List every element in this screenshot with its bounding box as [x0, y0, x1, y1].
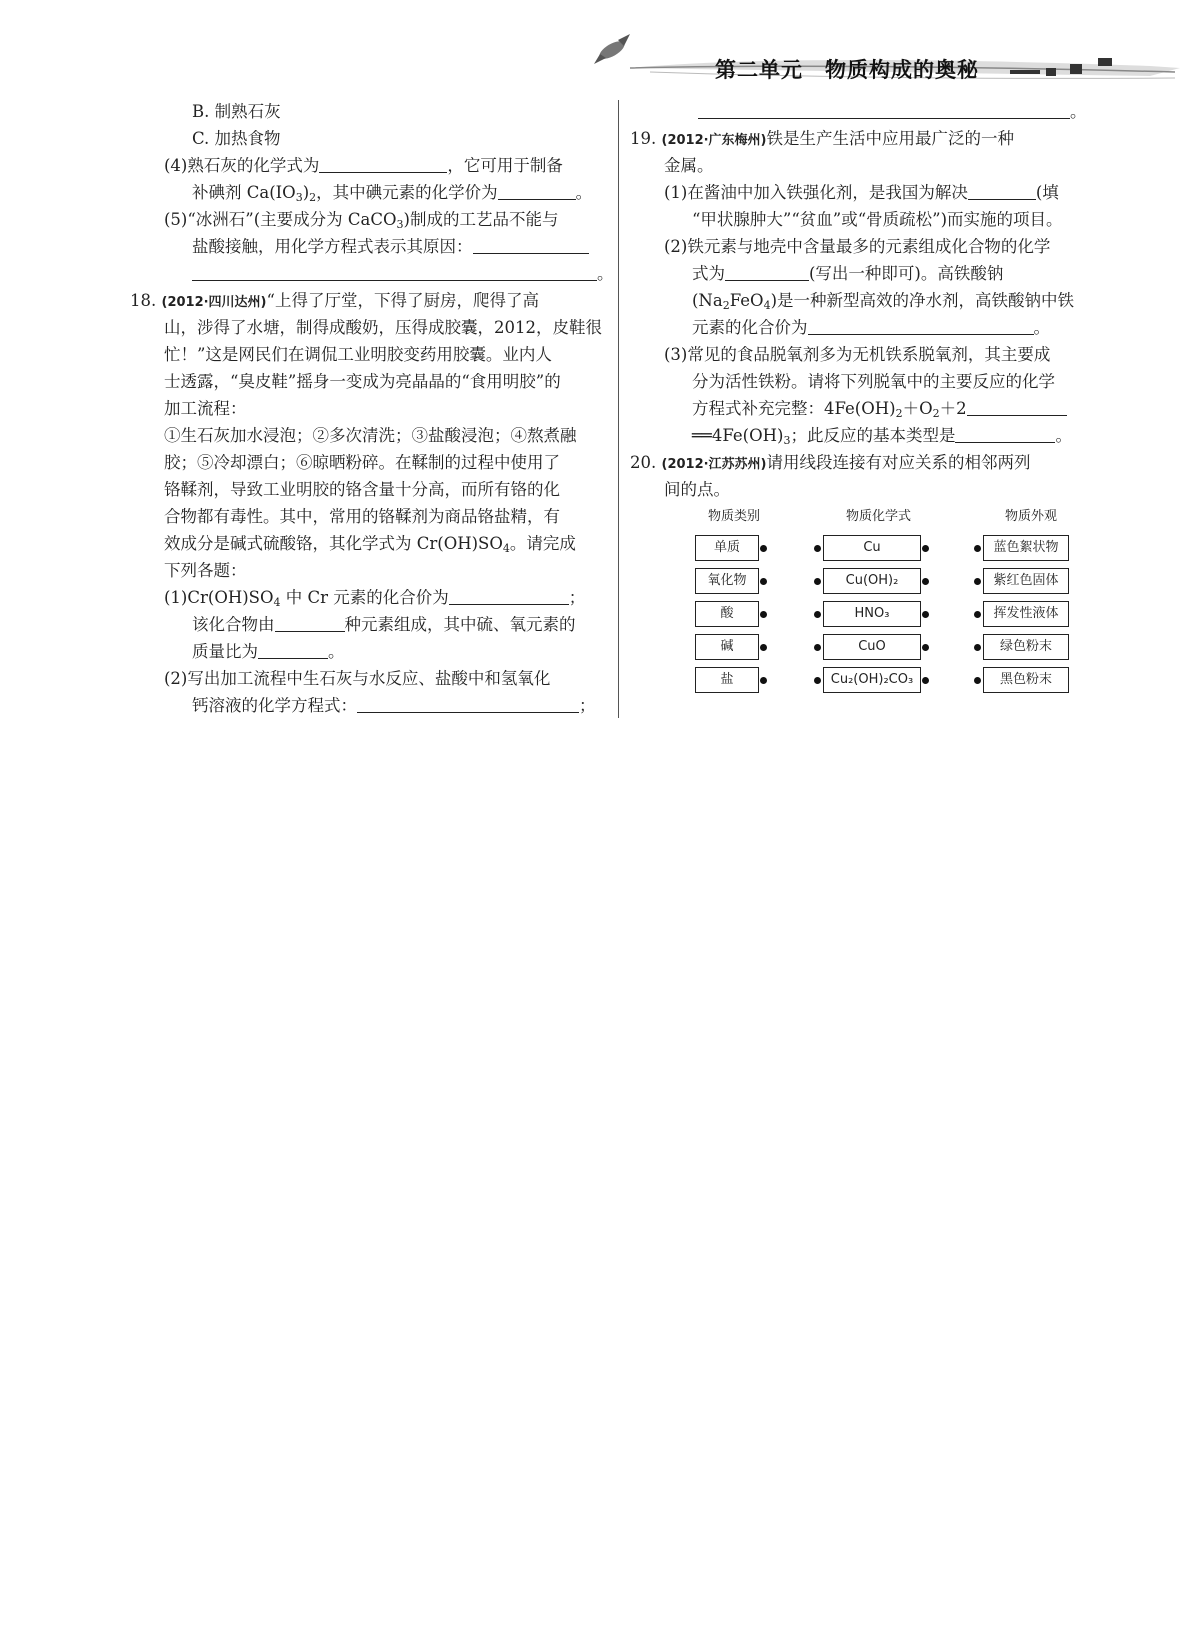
q19-3-line4: $══4Fe(OH)_3$；此反应的基本类型是 。 — [692, 426, 1072, 447]
answer-blank[interactable] — [955, 424, 1055, 443]
question-source: (2012·江苏苏州) — [661, 457, 767, 472]
q4-line1: (4)熟石灰的化学式为 ，它可用于制备 — [164, 156, 563, 175]
header-formula: 物质化学式 — [846, 509, 912, 524]
appearance-box: 挥发性液体 — [983, 601, 1069, 627]
connection-dot[interactable] — [814, 611, 821, 618]
formula-box: Cu(OH)₂ — [823, 568, 921, 594]
category-box: 酸 — [695, 601, 759, 627]
connection-dot[interactable] — [922, 677, 929, 684]
answer-blank[interactable] — [967, 397, 1067, 416]
connection-dot[interactable] — [974, 611, 981, 618]
connection-dot[interactable] — [814, 578, 821, 585]
formula-box: HNO₃ — [823, 601, 921, 627]
formula-box: Cu₂(OH)₂CO₃ — [823, 667, 921, 693]
continued-answer-line: 。 — [630, 98, 1100, 125]
connection-dot[interactable] — [974, 677, 981, 684]
connection-dot[interactable] — [760, 644, 767, 651]
q19-line1: 19. (2012·广东梅州)铁是生产生活中应用最广泛的一种 — [630, 125, 1100, 152]
q18-2-line1: (2)写出加工流程中生石灰与水反应、盐酸中和氢氧化 — [164, 669, 551, 688]
answer-blank[interactable] — [449, 586, 569, 605]
column-divider — [618, 100, 619, 718]
q18-line7: 胶；⑤冷却漂白；⑥晾晒粉碎。在鞣制的过程中使用了 — [164, 453, 560, 472]
question-source: (2012·四川达州) — [161, 295, 267, 310]
answer-blank[interactable] — [357, 694, 579, 713]
q18-line5: 加工流程： — [164, 399, 247, 418]
connection-dot[interactable] — [814, 644, 821, 651]
q19-2-line3: $(Na_2FeO_4)$是一种新型高效的净水剂，高铁酸钠中铁 — [692, 291, 1074, 312]
unit-title: 第二单元 物质构成的奥秘 — [715, 58, 979, 82]
q18-line1: 18. (2012·四川达州)“上得了厅堂，下得了厨房，爬得了高 — [130, 287, 605, 314]
q20-line1: 20. (2012·江苏苏州)请用线段连接有对应关系的相邻两列 — [630, 449, 1100, 476]
q19-2-line1: (2)铁元素与地壳中含量最多的元素组成化合物的化学 — [664, 237, 1051, 256]
connection-dot[interactable] — [922, 644, 929, 651]
q18-line9: 合物都有毒性。其中，常用的铬鞣剂为商品铬盐精，有 — [164, 507, 560, 526]
q18-line6: ①生石灰加水浸泡；②多次清洗；③盐酸浸泡；④熬煮融 — [164, 426, 577, 445]
connection-dot[interactable] — [760, 578, 767, 585]
q18-line10: 效成分是碱式硫酸铬，其化学式为 $Cr(OH)SO_4$。请完成 — [164, 534, 576, 555]
q19-3-line3: 方程式补充完整：$4Fe(OH)_2+O_2+2$ — [630, 395, 1100, 422]
q18-line11: 下列各题： — [164, 561, 247, 580]
answer-blank[interactable] — [698, 100, 1070, 119]
connection-dot[interactable] — [814, 545, 821, 552]
connection-dot[interactable] — [974, 545, 981, 552]
connection-dot[interactable] — [974, 578, 981, 585]
answer-blank[interactable] — [968, 181, 1036, 200]
answer-blank[interactable] — [192, 262, 597, 281]
connection-dot[interactable] — [974, 644, 981, 651]
connection-dot[interactable] — [922, 578, 929, 585]
q19-1-line2: “甲状腺肿大”“贫血”或“骨质疏松”)而实施的项目。 — [692, 210, 1063, 229]
header-category: 物质类别 — [708, 509, 761, 524]
q18-1-line1: $(1)Cr(OH)SO_4$ 中 Cr 元素的化合价为 ； — [164, 588, 586, 609]
appearance-box: 黑色粉末 — [983, 667, 1069, 693]
question-number: 18. — [130, 291, 157, 310]
q18-line4: 士透露，“臭皮鞋”摇身一变成为亮晶晶的“食用明胶”的 — [164, 372, 561, 391]
q18-2-line2: 钙溶液的化学方程式： ； — [192, 696, 596, 715]
connection-dot[interactable] — [760, 677, 767, 684]
question-number: 19. — [630, 129, 657, 148]
connection-dot[interactable] — [922, 611, 929, 618]
q19-3-line2: 分为活性铁粉。请将下列脱氧中的主要反应的化学 — [692, 372, 1055, 391]
answer-blank[interactable] — [808, 316, 1034, 335]
q18-1-line2: 该化合物由 种元素组成，其中硫、氧元素的 — [192, 615, 576, 634]
q18-line2: 山，涉得了水塘，制得成酸奶，压得成胶囊，2012，皮鞋很 — [164, 318, 602, 337]
answer-blank[interactable] — [319, 154, 447, 173]
right-column — [630, 98, 1100, 503]
answer-blank[interactable] — [498, 181, 576, 200]
answer-blank[interactable] — [258, 640, 328, 659]
category-box: 盐 — [695, 667, 759, 693]
connection-dot[interactable] — [922, 545, 929, 552]
q4-line2: 补碘剂 $Ca(IO_3)_2$，其中碘元素的化学价为 。 — [192, 183, 593, 204]
appearance-box: 蓝色絮状物 — [983, 535, 1069, 561]
page-header — [590, 28, 1180, 98]
rocket-icon — [594, 34, 630, 64]
connection-dot[interactable] — [760, 611, 767, 618]
q19-2-line4: 元素的化合价为 。 — [692, 318, 1050, 337]
option-b: B. 制熟石灰 — [192, 102, 281, 121]
matching-diagram — [690, 505, 1110, 705]
q5-line1: (5)“冰洲石”(主要成分为 CaCO$_3$)制成的工艺品不能与 — [164, 210, 559, 231]
header-appearance: 物质外观 — [1005, 509, 1058, 524]
q19-3-line1: (3)常见的食品脱氧剂多为无机铁系脱氧剂，其主要成 — [664, 345, 1051, 364]
q5-line3: 。 — [130, 260, 605, 287]
appearance-box: 绿色粉末 — [983, 634, 1069, 660]
option-c: C. 加热食物 — [192, 129, 281, 148]
q18-1-line3: 质量比为 。 — [192, 642, 345, 661]
formula-box: Cu — [823, 535, 921, 561]
q18-line3: 忙！”这是网民们在调侃工业明胶变药用胶囊。业内人 — [164, 345, 552, 364]
q19-1-line1: (1)在酱油中加入铁强化剂，是我国为解决 (填 — [664, 183, 1059, 202]
q20-line2: 间的点。 — [664, 480, 730, 499]
answer-blank[interactable] — [725, 262, 809, 281]
answer-blank[interactable] — [473, 235, 589, 254]
q18-line8: 铬鞣剂，导致工业明胶的铬含量十分高，而所有铬的化 — [164, 480, 560, 499]
q19-2-line2: 式为 (写出一种即可)。高铁酸钠 — [692, 264, 1004, 283]
q5-line2: 盐酸接触，用化学方程式表示其原因： — [130, 233, 605, 260]
appearance-box: 紫红色固体 — [983, 568, 1069, 594]
q19-line2: 金属。 — [664, 156, 714, 175]
category-box: 氧化物 — [695, 568, 759, 594]
formula-box: CuO — [823, 634, 921, 660]
category-box: 碱 — [695, 634, 759, 660]
answer-blank[interactable] — [275, 613, 345, 632]
category-box: 单质 — [695, 535, 759, 561]
question-source: (2012·广东梅州) — [661, 133, 767, 148]
left-column — [130, 98, 614, 719]
connection-dot[interactable] — [814, 677, 821, 684]
connection-dot[interactable] — [760, 545, 767, 552]
question-number: 20. — [630, 453, 657, 472]
